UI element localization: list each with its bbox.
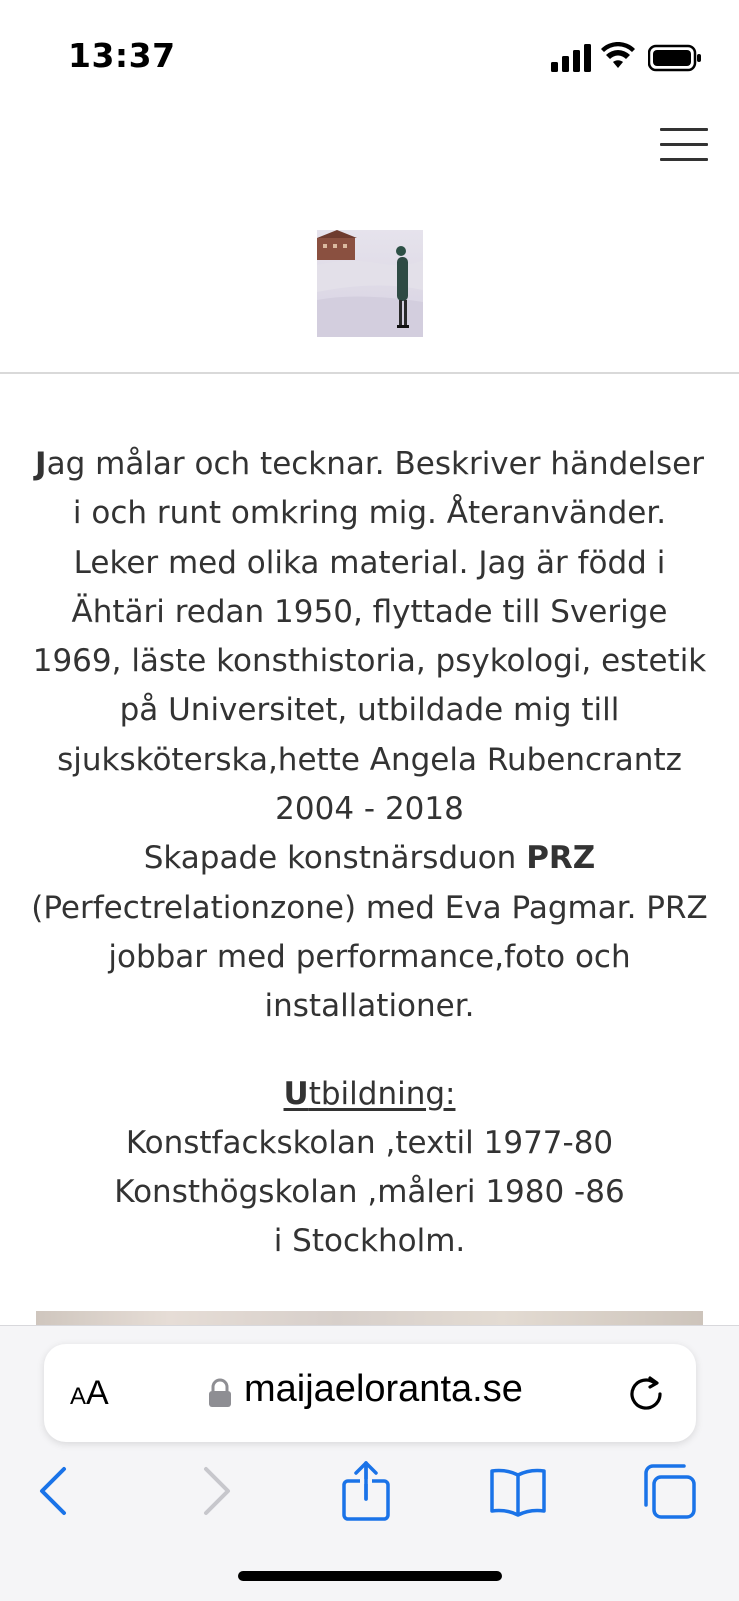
lock-icon xyxy=(208,1378,232,1408)
reload-icon[interactable] xyxy=(624,1372,668,1416)
bio-paragraph xyxy=(30,440,709,834)
aa-big: A xyxy=(86,1374,109,1412)
share-icon[interactable] xyxy=(336,1461,396,1521)
site-logo-image[interactable] xyxy=(317,230,423,337)
url-text[interactable]: maijaeloranta.se xyxy=(244,1368,523,1410)
education-line-1: Konstfackskolan ,textil 1977-80 xyxy=(125,1124,614,1161)
status-bar xyxy=(0,0,739,110)
cellular-signal-icon xyxy=(551,44,591,72)
bookmarks-icon[interactable] xyxy=(488,1461,548,1521)
education-heading xyxy=(30,1070,709,1119)
duo-prefix: Skapade konstnärsduon xyxy=(143,840,527,877)
tabs-icon[interactable] xyxy=(640,1461,700,1521)
menu-line xyxy=(660,128,708,131)
bio-section xyxy=(30,440,709,1267)
painting-icon xyxy=(317,230,423,337)
wifi-icon xyxy=(601,42,635,70)
duo-text: (Perfectrelationzone) med Eva Pagmar. PRZ jobbar med performance,foto och installationer. xyxy=(31,889,708,1025)
duo-paragraph xyxy=(30,834,709,1031)
menu-line xyxy=(660,158,708,161)
browser-toolbar xyxy=(0,1325,739,1601)
heading-first-letter: U xyxy=(283,1075,309,1112)
battery-icon xyxy=(648,44,702,72)
forward-icon[interactable] xyxy=(184,1461,244,1521)
hamburger-menu-button[interactable] xyxy=(660,128,710,164)
aa-small: A xyxy=(70,1383,87,1410)
drop-letter: J xyxy=(35,446,47,482)
heading-rest: tbildning: xyxy=(308,1075,456,1112)
education-line-2: Konsthögskolan ,måleri 1980 -86 xyxy=(114,1174,625,1211)
status-time: 13:37 xyxy=(68,36,176,75)
reader-settings-button[interactable] xyxy=(70,1374,109,1413)
bio-text: ag målar och tecknar. Beskriver händelser i och runt omkring mig. Återanvänder. Leker med olika material. Jag är född i Ähtäri redan 1950, flyttade till Sverige 1969, läste konsthistoria, psykologi, estetik på Universitet, utbildade mig till sjuksköterska,hette Angela Rubencrantz 2004 - 2018 xyxy=(32,446,707,828)
back-icon[interactable] xyxy=(26,1461,86,1521)
address-bar[interactable] xyxy=(44,1344,696,1442)
duo-name: PRZ xyxy=(526,840,596,877)
home-indicator xyxy=(238,1571,502,1581)
education-line-3: i Stockholm. xyxy=(273,1223,466,1260)
header-divider xyxy=(0,372,739,374)
menu-line xyxy=(660,143,708,146)
